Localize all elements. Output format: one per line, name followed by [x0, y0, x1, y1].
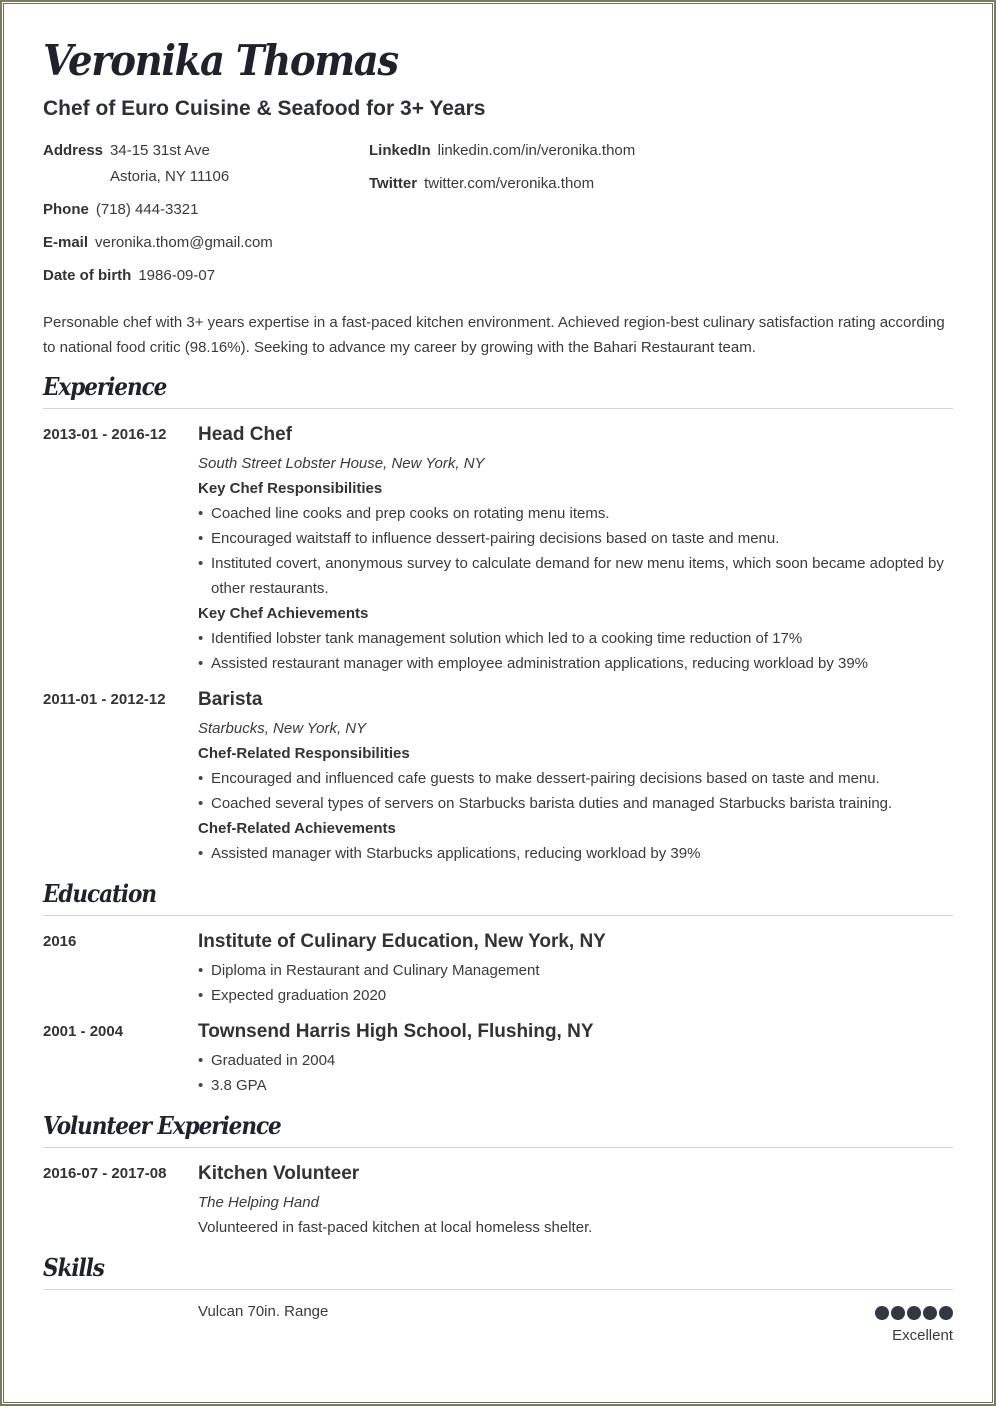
address-line1: 34-15 31st Ave	[110, 142, 210, 159]
list-item: • Expected graduation 2020	[198, 983, 953, 1008]
section-title-skills: Skills	[43, 1253, 104, 1282]
candidate-name: Veronika Thomas	[43, 36, 398, 85]
section-title-experience: Experience	[43, 372, 167, 401]
phone-value[interactable]: (718) 444-3321	[95, 201, 199, 218]
entry-body	[198, 929, 953, 1008]
contact-phone	[43, 201, 198, 218]
candidate-headline: Chef of Euro Cuisine & Seafood for 3+ Years	[43, 97, 486, 120]
skill-rating	[875, 1306, 953, 1320]
entry-dates: 2016	[43, 933, 77, 950]
twitter-link[interactable]: twitter.com/veronika.thom	[424, 175, 595, 192]
section-title-volunteer: Volunteer Experience	[43, 1111, 281, 1140]
bullet-list	[198, 501, 953, 601]
entry-title: Townsend Harris High School, Flushing, NY	[198, 1021, 594, 1042]
entry-subheading: Key Chef Achievements	[198, 605, 369, 622]
rating-dot-icon	[923, 1306, 937, 1320]
profile-summary: Personable chef with 3+ years expertise in a fast-paced kitchen environment. Achieved region-best culinary satisfaction rating according to national food critic (98.16%). Seeking to advance my career by growing with the Bahari Restaurant team.	[43, 314, 945, 356]
entry-description: Volunteered in fast-paced kitchen at local homeless shelter.	[198, 1219, 593, 1236]
contact-linkedin	[369, 142, 635, 159]
skill-name: Vulcan 70in. Range	[198, 1303, 329, 1320]
email-value[interactable]: veronika.thom@gmail.com	[95, 234, 273, 251]
section-divider	[43, 915, 953, 916]
contact-address	[43, 142, 210, 159]
entry-title: Institute of Culinary Education, New York, NY	[198, 931, 606, 952]
email-label: E-mail	[43, 234, 89, 251]
entry-body	[198, 687, 953, 866]
rating-dot-icon	[875, 1306, 889, 1320]
section-divider	[43, 408, 953, 409]
linkedin-label: LinkedIn	[369, 142, 431, 159]
section-divider	[43, 1147, 953, 1148]
skill-item	[43, 1303, 953, 1353]
entry-dates: 2011-01 - 2012-12	[43, 691, 166, 708]
dob-value: 1986-09-07	[138, 267, 216, 284]
phone-label: Phone	[43, 201, 89, 218]
contact-address-line2	[110, 168, 229, 185]
entry-org: Starbucks, New York, NY	[198, 720, 367, 737]
list-item: • Encouraged waitstaff to influence dessert-pairing decisions based on taste and menu.	[198, 526, 953, 551]
section-divider	[43, 1289, 953, 1290]
entry-subheading: Chef-Related Achievements	[198, 820, 396, 837]
contact-twitter	[369, 175, 594, 192]
rating-dot-icon	[939, 1306, 953, 1320]
address-label: Address	[43, 142, 104, 159]
contact-email	[43, 234, 273, 251]
bullet-list	[198, 958, 953, 1008]
entry-title: Barista	[198, 689, 263, 710]
contact-dob	[43, 267, 215, 284]
entry-title: Head Chef	[198, 424, 292, 445]
entry-body	[198, 1019, 953, 1098]
entry-subheading: Chef-Related Responsibilities	[198, 745, 410, 762]
list-item: • Encouraged and influenced cafe guests to make dessert-pairing decisions based on taste and menu.	[198, 766, 953, 791]
entry-body	[198, 422, 953, 676]
list-item: • Instituted covert, anonymous survey to calculate demand for new menu items, which soon became adopted by other restaurants.	[198, 551, 953, 601]
rating-dot-icon	[907, 1306, 921, 1320]
list-item: • Identified lobster tank management solution which led to a cooking time reduction of 17%	[198, 626, 953, 651]
entry-dates: 2016-07 - 2017-08	[43, 1165, 167, 1182]
entry-title: Kitchen Volunteer	[198, 1163, 360, 1184]
dob-label: Date of birth	[43, 267, 132, 284]
skill-level: Excellent	[892, 1327, 953, 1344]
linkedin-link[interactable]: linkedin.com/in/veronika.thom	[437, 142, 636, 159]
list-item: • Assisted manager with Starbucks applications, reducing workload by 39%	[198, 841, 953, 866]
list-item: • Coached several types of servers on Starbucks barista duties and managed Starbucks barista training.	[198, 791, 953, 816]
twitter-label: Twitter	[369, 175, 418, 192]
section-title-education: Education	[43, 879, 157, 908]
entry-subheading: Key Chef Responsibilities	[198, 480, 383, 497]
bullet-list	[198, 766, 953, 816]
bullet-list	[198, 626, 953, 676]
address-line2: Astoria, NY 11106	[110, 168, 230, 185]
entry-dates: 2001 - 2004	[43, 1023, 124, 1040]
entry-dates: 2013-01 - 2016-12	[43, 426, 167, 443]
entry-body	[198, 1161, 953, 1240]
list-item: • Graduated in 2004	[198, 1048, 953, 1073]
list-item: • Coached line cooks and prep cooks on rotating menu items.	[198, 501, 953, 526]
list-item: • Diploma in Restaurant and Culinary Management	[198, 958, 953, 983]
list-item: • 3.8 GPA	[198, 1073, 953, 1098]
rating-dot-icon	[891, 1306, 905, 1320]
bullet-list	[198, 841, 953, 866]
entry-org: The Helping Hand	[198, 1194, 319, 1211]
entry-org: South Street Lobster House, New York, NY	[198, 455, 485, 472]
list-item: • Assisted restaurant manager with employee administration applications, reducing workload by 39%	[198, 651, 953, 676]
bullet-list	[198, 1048, 953, 1098]
